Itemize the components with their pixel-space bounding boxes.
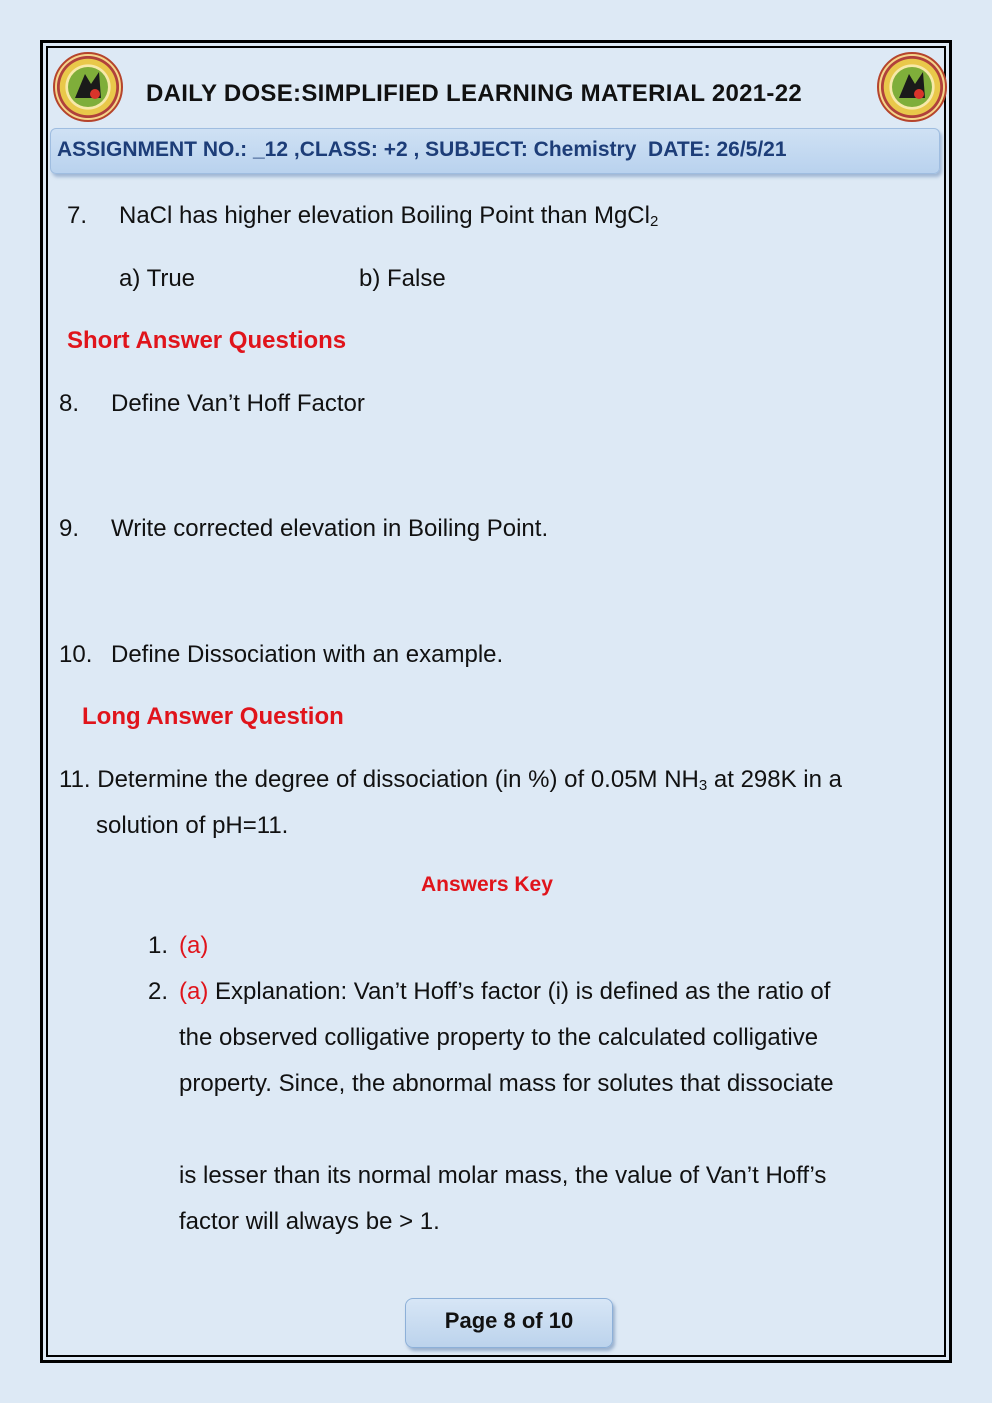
answer-1-number: 1. [148,932,169,959]
school-logo-left [53,52,123,122]
question-10-number: 10. [59,641,93,668]
question-9-number: 9. [59,515,80,542]
answer-2-line-4: is lesser than its normal molar mass, the value of Van’t Hoff’s [179,1162,827,1189]
page-number: Page 8 of 10 [444,1308,574,1333]
question-7-option-b: b) False [359,265,446,292]
question-11-text-post: at 298K in a [707,766,842,793]
question-7-text [119,202,658,230]
document-title: DAILY DOSE:SIMPLIFIED LEARNING MATERIAL 2021-22 [146,80,802,107]
answer-2-line-5: factor will always be > 1. [179,1208,440,1235]
short-answer-heading: Short Answer Questions [67,327,347,354]
question-7-text-main: NaCl has higher elevation Boiling Point than MgCl [119,202,650,229]
logo-emblem-icon [879,54,945,120]
question-11-text-pre: 11. Determine the degree of dissociation (in %) of 0.05M NH [59,766,699,793]
answer-2-explanation-start: Explanation: Van’t Hoff’s factor (i) is defined as the ratio of [208,978,831,1005]
school-logo-right [877,52,947,122]
answer-2-line-3: property. Since, the abnormal mass for solutes that dissociate [179,1070,834,1097]
answers-key-heading: Answers Key [421,873,553,896]
answer-2-line-2: the observed colligative property to the calculated colligative [179,1024,819,1051]
question-10-text: Define Dissociation with an example. [111,641,504,668]
question-11-subscript: 3 [698,777,708,794]
assignment-info: ASSIGNMENT NO.: _12 ,CLASS: +2 , SUBJECT: Chemistry DATE: 26/5/21 [57,138,787,161]
question-8-number: 8. [59,390,80,417]
answer-2-line-1 [179,978,830,1006]
long-answer-heading: Long Answer Question [82,703,344,730]
question-11-line-1 [59,766,842,794]
question-7-subscript: 2 [649,213,659,230]
answer-2-choice: (a) [179,978,209,1005]
question-9-text: Write corrected elevation in Boiling Point. [111,515,549,542]
answer-2-number: 2. [148,978,169,1005]
question-11-line-2: solution of pH=11. [96,812,289,839]
answer-1-choice: (a) [179,932,209,959]
page-border-inner [46,46,946,1357]
question-8-text: Define Van’t Hoff Factor [111,390,365,417]
question-7-number: 7. [67,202,88,229]
logo-emblem-icon [55,54,121,120]
question-7-option-a: a) True [119,265,196,292]
